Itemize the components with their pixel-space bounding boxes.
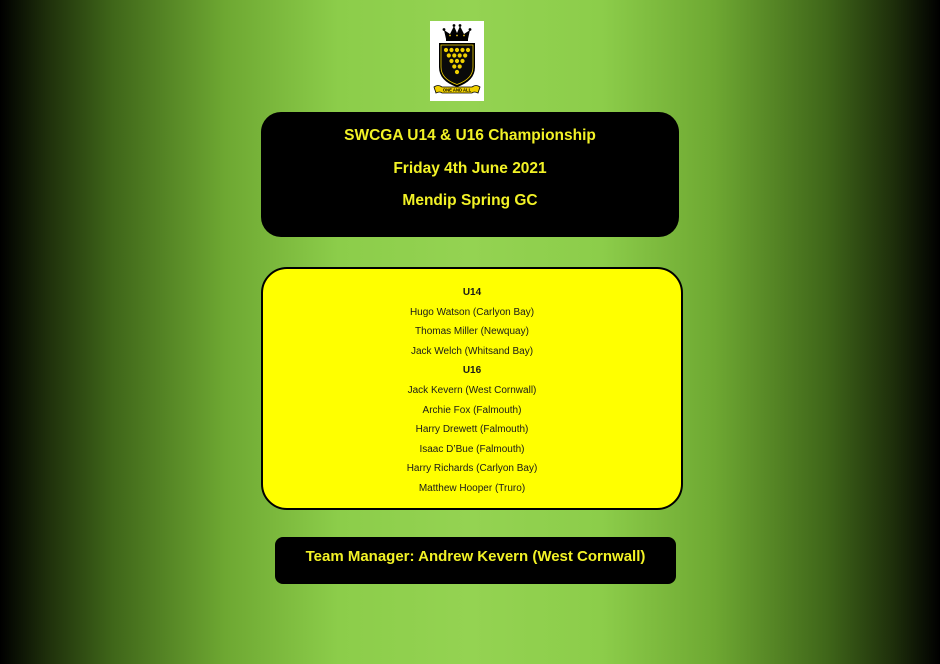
event-venue: Mendip Spring GC <box>402 192 538 209</box>
u14-heading: U14 <box>462 287 482 298</box>
player-name: Isaac D’Bue (Falmouth) <box>419 443 525 455</box>
event-title: SWCGA U14 & U16 Championship <box>344 127 596 144</box>
player-name: Hugo Watson (Carlyon Bay) <box>409 306 535 318</box>
u16-heading: U16 <box>462 365 482 377</box>
player-name: Jack Welch (Whitsand Bay) <box>410 345 534 357</box>
crest-icon <box>430 21 484 101</box>
svg-text:ONE AND ALL: ONE AND ALL <box>442 87 472 93</box>
player-name: Jack Kevern (West Cornwall) <box>407 384 537 396</box>
player-name: Harry Drewett (Falmouth) <box>415 424 529 436</box>
team-manager-panel <box>275 537 676 584</box>
crest-logo <box>430 21 484 101</box>
team-roster-panel <box>261 267 683 510</box>
crown-icon <box>443 24 472 41</box>
event-date: Friday 4th June 2021 <box>393 159 547 177</box>
player-name: Harry Richards (Carlyon Bay) <box>406 463 538 475</box>
player-name: Archie Fox (Falmouth) <box>422 404 522 416</box>
team-manager-label: Team Manager: Andrew Kevern (West Cornwall) <box>305 548 646 565</box>
player-name: Matthew Hooper (Truro) <box>418 482 526 494</box>
player-name: Thomas Miller (Newquay) <box>415 326 529 338</box>
event-title-panel <box>261 112 679 237</box>
